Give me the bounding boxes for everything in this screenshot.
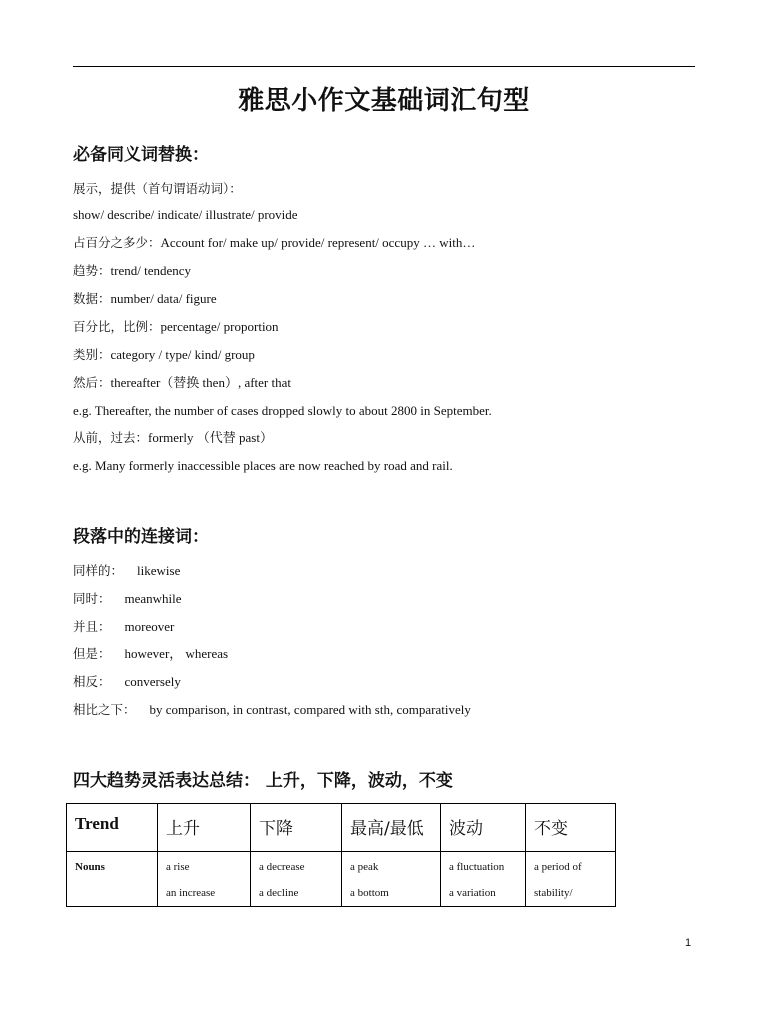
connector-line: 同样的： likewise <box>73 563 181 578</box>
example-sentence: e.g. Many formerly inaccessible places are now reached by road and rail. <box>73 458 453 473</box>
synonym-line: show/ describe/ indicate/ illustrate/ provide <box>73 207 298 222</box>
table-header-cell: 不变 <box>526 804 616 852</box>
connector-line: 同时： meanwhile <box>73 591 182 606</box>
page-number: 1 <box>685 937 692 949</box>
table-cell: a decrease a decline <box>251 852 342 907</box>
synonym-line: 数据：number/ data/ figure <box>73 291 217 306</box>
connector-line: 相反： conversely <box>73 674 181 689</box>
table-header-cell: 下降 <box>251 804 342 852</box>
synonym-line: 展示，提供（首句谓语动词）： <box>73 181 242 196</box>
synonym-line: 百分比，比例：percentage/ proportion <box>73 319 279 334</box>
synonym-line: 趋势：trend/ tendency <box>73 263 192 278</box>
header-rule <box>73 66 695 67</box>
table-header-cell: 最高/最低 <box>342 804 441 852</box>
table-header-row <box>67 804 616 852</box>
table-cell: a rise an increase <box>158 852 251 907</box>
table-row <box>67 852 616 907</box>
table-row-label: Nouns <box>67 852 158 907</box>
synonym-line: 占百分之多少：Account for/ make up/ provide/ represent/ occupy … with… <box>73 235 476 250</box>
example-sentence: e.g. Thereafter, the number of cases dropped slowly to about 2800 in September. <box>73 403 492 418</box>
section-heading-synonyms: 必备同义词替换： <box>73 145 209 165</box>
connector-line: 相比之下： by comparison, in contrast, compared with sth, comparatively <box>73 702 471 717</box>
table-cell: a period of stability/ <box>526 852 616 907</box>
table-header-cell: Trend <box>67 804 158 852</box>
section-heading-trends: 四大趋势灵活表达总结： 上升，下降，波动，不变 <box>73 771 453 791</box>
trend-table <box>66 803 616 907</box>
table-header-cell: 上升 <box>158 804 251 852</box>
connector-line: 并且： moreover <box>73 619 175 634</box>
synonym-line: 从前，过去：formerly （代替 past） <box>73 430 273 445</box>
connector-line: 但是： however， whereas <box>73 646 229 661</box>
document-title: 雅思小作文基础词汇句型 <box>238 86 530 116</box>
synonym-line: 类别：category / type/ kind/ group <box>73 347 255 362</box>
table-cell: a fluctuation a variation <box>441 852 526 907</box>
table-cell: a peak a bottom <box>342 852 441 907</box>
section-heading-connectors: 段落中的连接词： <box>73 527 209 547</box>
table-header-cell: 波动 <box>441 804 526 852</box>
synonym-line: 然后：thereafter（替换 then）, after that <box>73 375 291 390</box>
